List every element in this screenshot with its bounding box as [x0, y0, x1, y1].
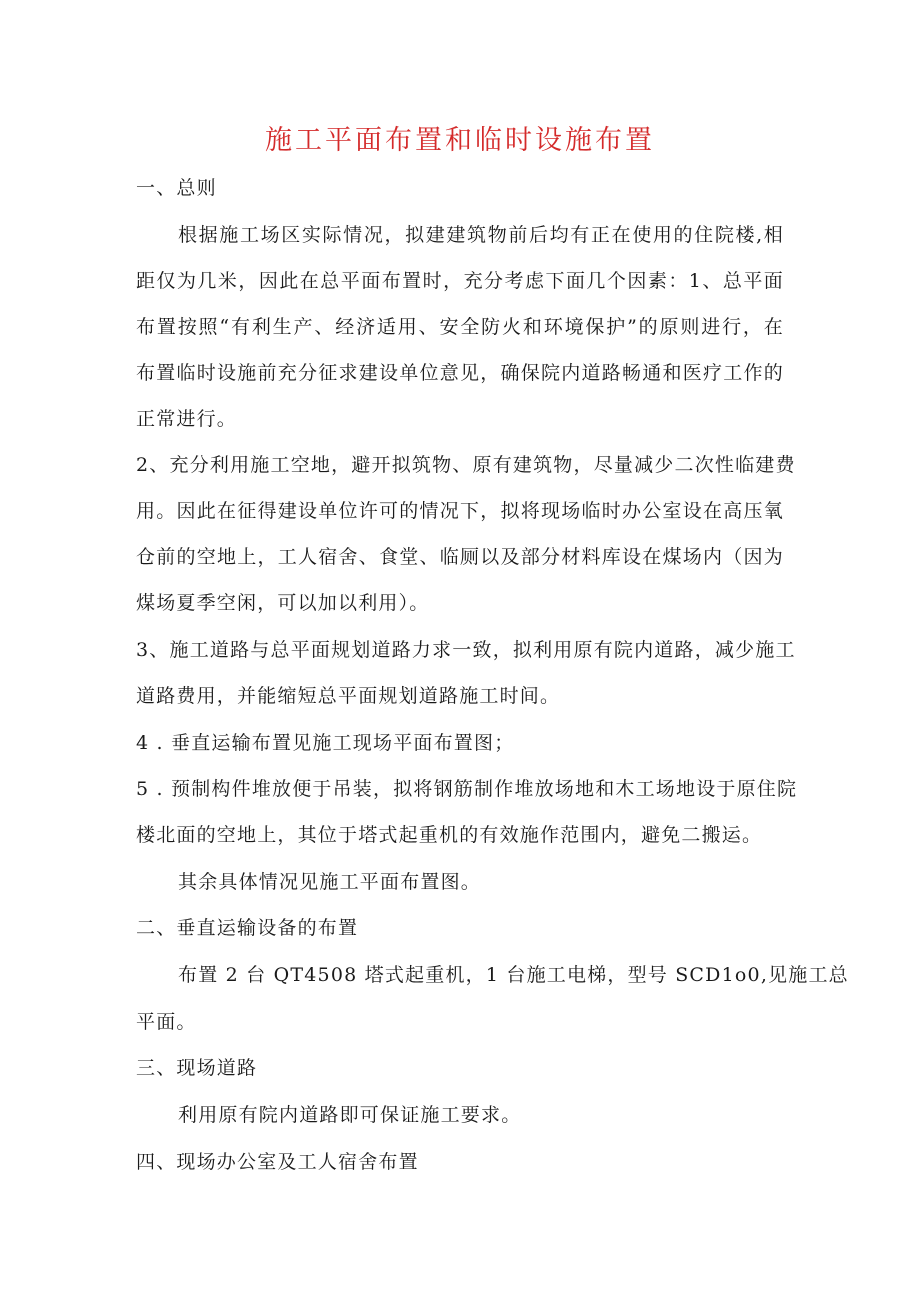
paragraph-line: 仓前的空地上，工人宿舍、食堂、临厕以及部分材料库设在煤场内（因为	[136, 546, 784, 568]
document-title: 施工平面布置和临时设施布置	[265, 125, 655, 156]
section-heading-general: 一、总则	[136, 177, 217, 199]
paragraph-line: 利用原有院内道路即可保证施工要求。	[178, 1104, 522, 1126]
paragraph-line: 道路费用，并能缩短总平面规划道路施工时间。	[136, 685, 561, 707]
paragraph-line: 平面。	[136, 1011, 197, 1033]
paragraph-line: 布置按照“有利生产、经济适用、安全防火和环境保护”的原则进行，在	[136, 316, 784, 338]
paragraph-line: 5 . 预制构件堆放便于吊装，拟将钢筋制作堆放场地和木工场地设于原住院	[136, 778, 798, 800]
paragraph-line: 布置临时设施前充分征求建设单位意见，确保院内道路畅通和医疗工作的	[136, 362, 784, 384]
paragraph-line: 布置 2 台 QT4508 塔式起重机，1 台施工电梯，型号 SCD1o0,见施工总	[178, 964, 849, 986]
paragraph-line: 煤场夏季空闲，可以加以利用）。	[136, 592, 430, 614]
section-heading-site-roads: 三、现场道路	[136, 1057, 258, 1079]
paragraph-line: 距仅为几米，因此在总平面布置时，充分考虑下面几个因素：1、总平面	[136, 270, 784, 292]
paragraph-line: 4 . 垂直运输布置见施工现场平面布置图；	[136, 732, 515, 754]
paragraph-line: 根据施工场区实际情况，拟建建筑物前后均有正在使用的住院楼,相	[178, 224, 784, 246]
section-heading-vertical-transport: 二、垂直运输设备的布置	[136, 917, 359, 939]
paragraph-line: 2、充分利用施工空地，避开拟筑物、原有建筑物，尽量减少二次性临建费	[136, 454, 796, 476]
paragraph-line: 3、施工道路与总平面规划道路力求一致，拟利用原有院内道路，减少施工	[136, 639, 796, 661]
paragraph-line: 楼北面的空地上，其位于塔式起重机的有效施作范围内，避免二搬运。	[136, 824, 763, 846]
paragraph-line: 正常进行。	[136, 408, 238, 430]
section-heading-office-dormitory: 四、现场办公室及工人宿舍布置	[136, 1151, 419, 1173]
paragraph-line: 其余具体情况见施工平面布置图。	[178, 871, 482, 893]
paragraph-line: 用。因此在征得建设单位许可的情况下，拟将现场临时办公室设在高压氧	[136, 500, 784, 522]
